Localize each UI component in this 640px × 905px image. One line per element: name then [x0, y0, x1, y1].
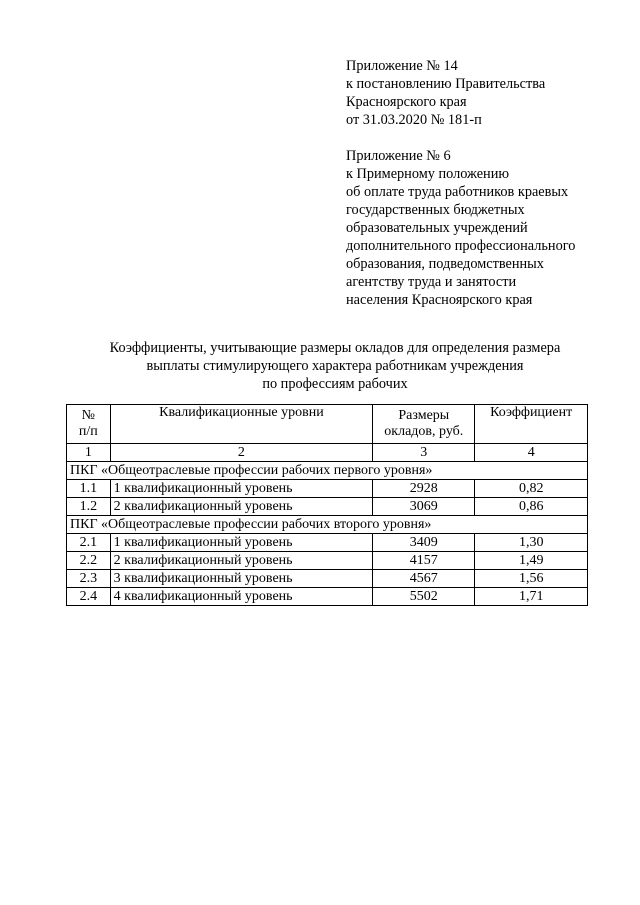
row-level: 1 квалификационный уровень	[110, 534, 373, 552]
row-salary: 4567	[373, 570, 475, 588]
row-level: 2 квалификационный уровень	[110, 552, 373, 570]
appendix-6-line: агентству труда и занятости	[346, 274, 517, 290]
table-header-row	[67, 405, 588, 444]
table-row	[67, 588, 588, 606]
table-row	[67, 570, 588, 588]
document-title	[70, 339, 600, 393]
row-number: 1.1	[67, 480, 111, 498]
title-line: выплаты стимулирующего характера работникам учреждения	[146, 358, 524, 374]
row-salary: 5502	[373, 588, 475, 606]
row-coefficient: 1,30	[475, 534, 588, 552]
appendix-6-line: государственных бюджетных	[346, 202, 525, 218]
row-number: 2.1	[67, 534, 111, 552]
column-number: 1	[67, 444, 111, 462]
table-row	[67, 480, 588, 498]
header-levels	[110, 405, 373, 444]
header-coefficient	[475, 405, 588, 444]
appendix-6-line: об оплате труда работников краевых	[346, 184, 569, 200]
row-number: 1.2	[67, 498, 111, 516]
header-salary	[373, 405, 475, 444]
appendix-14-line: Приложение № 14	[346, 58, 458, 74]
row-salary: 3409	[373, 534, 475, 552]
coefficients-table	[66, 404, 588, 606]
header-text: п/п	[78, 424, 98, 439]
title-line: Коэффициенты, учитывающие размеры окладов для определения размера	[109, 340, 561, 356]
appendix-block	[346, 57, 631, 309]
row-coefficient: 1,71	[475, 588, 588, 606]
header-text: окладов, руб.	[384, 424, 464, 439]
group-row	[67, 462, 588, 480]
row-coefficient: 1,49	[475, 552, 588, 570]
column-number: 2	[110, 444, 373, 462]
row-coefficient: 0,86	[475, 498, 588, 516]
header-text: Коэффициент	[490, 405, 573, 420]
row-coefficient: 1,56	[475, 570, 588, 588]
row-level: 3 квалификационный уровень	[110, 570, 373, 588]
column-number: 4	[475, 444, 588, 462]
group-title: ПКГ «Общеотраслевые профессии рабочих первого уровня»	[67, 462, 588, 480]
header-text: Размеры	[398, 408, 450, 423]
table-row	[67, 534, 588, 552]
row-number: 2.2	[67, 552, 111, 570]
appendix-6-line: к Примерному положению	[346, 166, 510, 182]
row-level: 2 квалификационный уровень	[110, 498, 373, 516]
header-text: Квалификационные уровни	[159, 405, 324, 420]
header-number	[67, 405, 111, 444]
row-level: 1 квалификационный уровень	[110, 480, 373, 498]
title-line: по профессиям рабочих	[262, 376, 408, 392]
row-level: 4 квалификационный уровень	[110, 588, 373, 606]
group-row	[67, 516, 588, 534]
column-number-row	[67, 444, 588, 462]
header-text: №	[81, 408, 95, 423]
row-salary: 3069	[373, 498, 475, 516]
appendix-14-line: к постановлению Правительства	[346, 76, 546, 92]
table-row	[67, 498, 588, 516]
appendix-6-line: Приложение № 6	[346, 148, 451, 164]
spacer	[346, 129, 631, 147]
appendix-6-line: дополнительного профессионального	[346, 238, 576, 254]
table-row	[67, 552, 588, 570]
appendix-6-line: образования, подведомственных	[346, 256, 544, 272]
group-title: ПКГ «Общеотраслевые профессии рабочих второго уровня»	[67, 516, 588, 534]
row-number: 2.3	[67, 570, 111, 588]
row-salary: 4157	[373, 552, 475, 570]
row-number: 2.4	[67, 588, 111, 606]
row-salary: 2928	[373, 480, 475, 498]
appendix-6-line: населения Красноярского края	[346, 292, 533, 308]
appendix-6-line: образовательных учреждений	[346, 220, 528, 236]
appendix-14-line: от 31.03.2020 № 181-п	[346, 112, 482, 128]
column-number: 3	[373, 444, 475, 462]
row-coefficient: 0,82	[475, 480, 588, 498]
appendix-14-line: Красноярского края	[346, 94, 467, 110]
